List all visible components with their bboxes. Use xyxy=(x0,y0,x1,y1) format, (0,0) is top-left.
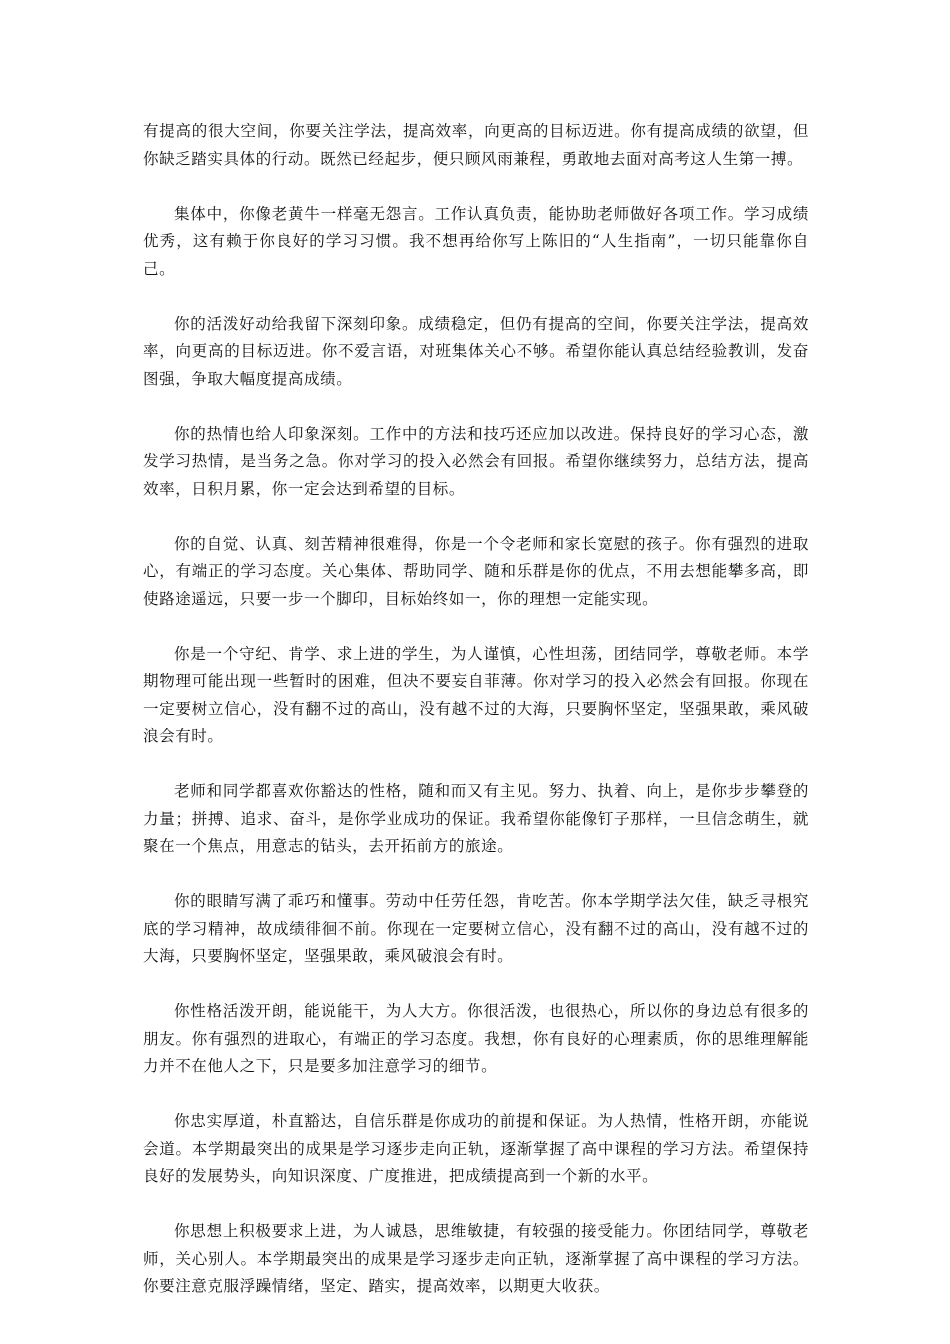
paragraph-7: 老师和同学都喜欢你豁达的性格，随和而又有主见。努力、执着、向上，是你步步攀登的力量；拼搏、追求、奋斗，是你学业成功的保证。我希望你能像钉子那样，一旦信念萌生，就聚在一个焦点，用意志的钻头，去开拓前方的旅途。 xyxy=(143,782,809,855)
paragraph-11: 你思想上积极要求上进，为人诚恳，思维敏捷，有较强的接受能力。你团结同学，尊敬老师，关心别人。本学期最突出的成果是学习逐步走向正轨，逐渐掌握了高中课程的学习方法。你要注意克服浮躁情绪，坚定、踏实，提高效率，以期更大收获。 xyxy=(143,1222,809,1295)
paragraph-3: 你的活泼好动给我留下深刻印象。成绩稳定，但仍有提高的空间，你要关注学法，提高效率，向更高的目标迈进。你不爱言语，对班集体关心不够。希望你能认真总结经验教训，发奋图强，争取大幅度提高成绩。 xyxy=(143,314,809,388)
paragraph-2: 集体中，你像老黄牛一样毫无怨言。工作认真负责，能协助老师做好各项工作。学习成绩优秀，这有赖于你良好的学习习惯。我不想再给你写上陈旧的“人生指南”，一切只能靠你自己。 xyxy=(143,204,809,278)
document-body xyxy=(143,118,809,1328)
paragraph-1: 有提高的很大空间，你要关注学法，提高效率，向更高的目标迈进。你有提高成绩的欲望，但你缺乏踏实具体的行动。既然已经起步，便只顾风雨兼程，勇敢地去面对高考这人生第一搏。 xyxy=(143,122,809,168)
paragraph-9: 你性格活泼开朗，能说能干，为人大方。你很活泼，也很热心，所以你的身边总有很多的朋友。你有强烈的进取心，有端正的学习态度。我想，你有良好的心理素质，你的思维理解能力并不在他人之下，只是要多加注意学习的细节。 xyxy=(143,1002,809,1075)
paragraph-5: 你的自觉、认真、刻苦精神很难得，你是一个令老师和家长宽慰的孩子。你有强烈的进取心，有端正的学习态度。关心集体、帮助同学、随和乐群是你的优点，不用去想能攀多高，即使路途遥远，只要一步一个脚印，目标始终如一，你的理想一定能实现。 xyxy=(143,534,809,608)
paragraph-8: 你的眼睛写满了乖巧和懂事。劳动中任劳任怨，肯吃苦。你本学期学法欠佳，缺乏寻根究底的学习精神，故成绩徘徊不前。你现在一定要树立信心，没有翻不过的高山，没有越不过的大海，只要胸怀坚定，坚强果敢，乘风破浪会有时。 xyxy=(143,892,809,965)
paragraph-6: 你是一个守纪、肯学、求上进的学生，为人谨慎，心性坦荡，团结同学，尊敬老师。本学期物理可能出现一些暂时的困难，但决不要妄自菲薄。你对学习的投入必然会有回报。你现在一定要树立信心，没有翻不过的高山，没有越不过的大海，只要胸怀坚定，坚强果敢，乘风破浪会有时。 xyxy=(143,644,809,745)
paragraph-4: 你的热情也给人印象深刻。工作中的方法和技巧还应加以改进。保持良好的学习心态，激发学习热情，是当务之急。你对学习的投入必然会有回报。希望你继续努力，总结方法，提高效率，日积月累，你一定会达到希望的目标。 xyxy=(143,424,809,498)
paragraph-10: 你忠实厚道，朴直豁达，自信乐群是你成功的前提和保证。为人热情，性格开朗，亦能说会道。本学期最突出的成果是学习逐步走向正轨，逐渐掌握了高中课程的学习方法。希望保持良好的发展势头，向知识深度、广度推进，把成绩提高到一个新的水平。 xyxy=(143,1112,809,1185)
